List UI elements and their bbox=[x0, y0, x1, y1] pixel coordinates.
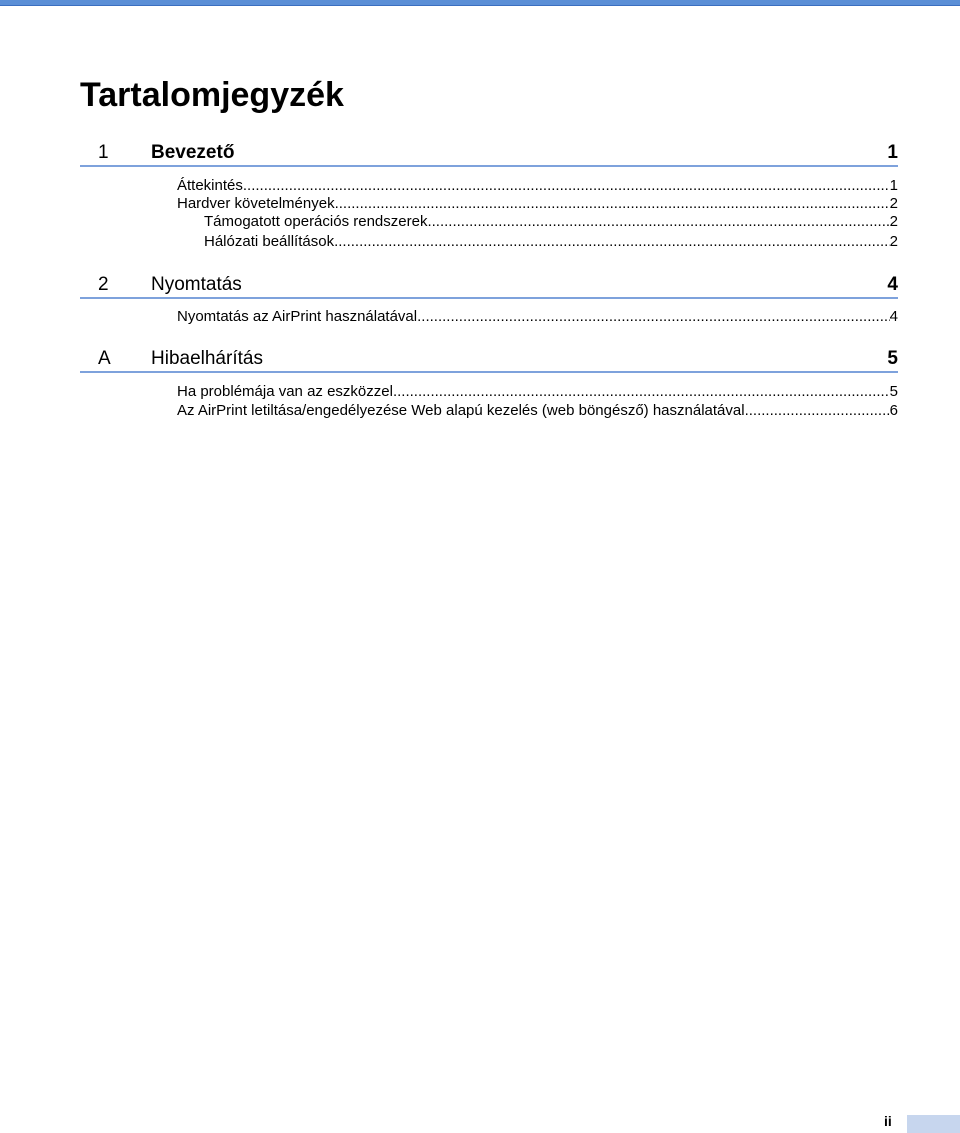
toc-entry[interactable] bbox=[177, 195, 898, 212]
chapter-heading-2[interactable] bbox=[80, 273, 898, 299]
toc-entry-page: 2 bbox=[889, 195, 898, 212]
toc-entry-page: 2 bbox=[889, 213, 898, 230]
chapter-number: A bbox=[98, 348, 111, 369]
toc-entry-page: 6 bbox=[889, 402, 898, 419]
leader-dots bbox=[335, 195, 890, 212]
chapter-heading-1[interactable] bbox=[80, 141, 898, 167]
page-title: Tartalomjegyzék bbox=[80, 76, 344, 114]
toc-entry-label: Ha problémája van az eszközzel bbox=[177, 383, 393, 400]
toc-entry-page: 4 bbox=[889, 308, 898, 325]
toc-entry[interactable] bbox=[177, 383, 898, 400]
chapter-number: 2 bbox=[98, 274, 109, 295]
toc-entry-label: Az AirPrint letiltása/engedélyezése Web alapú kezelés (web böngésző) használatával bbox=[177, 402, 745, 419]
toc-entry-label: Nyomtatás az AirPrint használatával bbox=[177, 308, 418, 325]
chapter-title: Bevezető bbox=[151, 142, 235, 163]
toc-entry[interactable] bbox=[204, 213, 898, 230]
leader-dots bbox=[427, 213, 889, 230]
toc-entry[interactable] bbox=[204, 233, 898, 250]
chapter-title: Nyomtatás bbox=[151, 274, 242, 295]
toc-entry-page: 2 bbox=[889, 233, 898, 250]
leader-dots bbox=[334, 233, 890, 250]
toc-entry-page: 1 bbox=[889, 177, 898, 194]
toc-entry[interactable] bbox=[177, 402, 898, 419]
leader-dots bbox=[745, 402, 890, 419]
toc-entry[interactable] bbox=[177, 308, 898, 325]
toc-entry-label: Áttekintés bbox=[177, 177, 243, 194]
footer-page-number: ii bbox=[884, 1113, 892, 1129]
chapter-title: Hibaelhárítás bbox=[151, 348, 263, 369]
leader-dots bbox=[393, 383, 890, 400]
chapter-number: 1 bbox=[98, 142, 109, 163]
leader-dots bbox=[243, 177, 890, 194]
footer-tab bbox=[907, 1115, 960, 1133]
chapter-page: 1 bbox=[887, 142, 898, 163]
top-rule bbox=[0, 0, 960, 6]
leader-dots bbox=[417, 308, 890, 325]
toc-entry[interactable] bbox=[177, 177, 898, 194]
chapter-page: 5 bbox=[887, 348, 898, 369]
chapter-page: 4 bbox=[887, 274, 898, 295]
toc-entry-label: Hálózati beállítások bbox=[204, 233, 335, 250]
toc-entry-page: 5 bbox=[889, 383, 898, 400]
chapter-heading-a[interactable] bbox=[80, 347, 898, 373]
toc-entry-label: Hardver követelmények bbox=[177, 195, 335, 212]
toc-entry-label: Támogatott operációs rendszerek bbox=[204, 213, 428, 230]
